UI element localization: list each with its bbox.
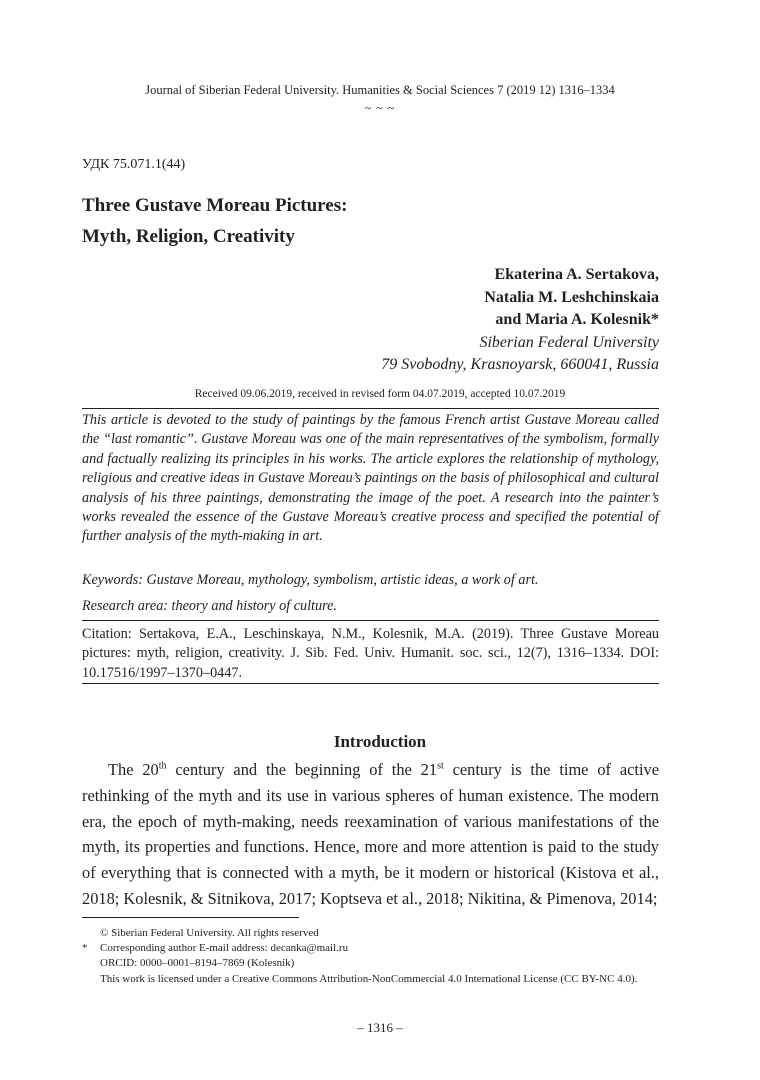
footnote-rule: [82, 917, 299, 918]
keywords: Keywords: Gustave Moreau, mythology, symbolism, artistic ideas, a work of art.: [82, 572, 539, 588]
abstract: This article is devoted to the study of paintings by the famous French artist Gustave Moreau called the “last romantic”. Gustave Moreau was one of the main representatives of the symbolism, formally and factually realizing its principles in his works. The article explores the relationship of mythology, religious and creative ideas in Gustave Moreau’s paintings on the basis of philosophical and cultural analysis of his three paintings, demonstrating the image of the poet. A research into the painter’s works revealed the essence of the Gustave Moreau’s creative process and specified the potential of further analysis of the myth-making in art.: [82, 412, 659, 545]
research-area: Research area: theory and history of culture.: [82, 598, 337, 614]
section-heading: Introduction: [333, 732, 427, 751]
superscript-st: st: [437, 760, 444, 772]
title-line-1: Three Gustave Moreau Pictures:: [82, 195, 348, 216]
address: 79 Svobodny, Krasnoyarsk, 660041, Russia: [381, 356, 659, 373]
copyright-note: © Siberian Federal University. All rights reserved: [100, 927, 319, 939]
author-line-3: and Maria A. Kolesnik*: [495, 311, 659, 328]
header-separator: ~ ~ ~: [364, 101, 396, 115]
superscript-th: th: [158, 760, 167, 772]
intro-text-a: The 20: [108, 760, 159, 779]
footnote-star: *: [82, 942, 88, 955]
license-note: This work is licensed under a Creative Commons Attribution-NonCommercial 4.0 International License (CC BY-NC 4.0).: [100, 972, 638, 985]
received-dates: Received 09.06.2019, received in revised form 04.07.2019, accepted 10.07.2019: [194, 388, 566, 400]
author-line-1: Ekaterina A. Sertakova,: [494, 266, 659, 283]
orcid: ORCID: 0000–0001–8194–7869 (Kolesnik): [100, 957, 295, 970]
citation-bottom-rule: [82, 683, 659, 684]
title-line-2: Myth, Religion, Creativity: [82, 226, 295, 247]
udk-code: УДК 75.071.1(44): [82, 157, 186, 172]
intro-paragraph: [82, 757, 659, 912]
citation: Citation: Sertakova, E.A., Leschinskaya, N.M., Kolesnik, M.A. (2019). Three Gustave Moreau pictures: myth, religion, creativity. J. Sib. Fed. Univ. Humanit. soc. sci., 12(7), 1316–1334. DOI: 10.17516/1997–1370–0447.: [82, 626, 659, 681]
affiliation: Siberian Federal University: [479, 333, 659, 351]
citation-top-rule: [82, 620, 659, 621]
abstract-top-rule: [82, 408, 659, 409]
page-number: – 1316 –: [357, 1020, 403, 1035]
author-block: [381, 264, 659, 377]
article-title: [82, 190, 347, 252]
intro-text-c: century is the time of active rethinking of the myth and its use in various spheres of human existence. The modern era, the epoch of myth-making, needs reexamination of various manifestations of the myth, its properties and functions. Hence, more and more attention is paid to the study of everything that is connected with a myth, be it modern or historical (Kistova et al., 2018; Kolesnik, & Sitnikova, 2017; Koptseva et al., 2018; Nikitina, & Pimenova, 2014;: [82, 760, 659, 908]
intro-text-b: century and the beginning of the 21: [166, 760, 438, 779]
author-line-2: Natalia M. Leshchinskaia: [484, 288, 659, 306]
footnotes: [82, 926, 682, 987]
corresponding-author: Corresponding author E-mail address: decanka@mail.ru: [100, 942, 349, 955]
journal-header: Journal of Siberian Federal University. Humanities & Social Sciences 7 (2019 12) 1316–1334: [145, 83, 615, 97]
